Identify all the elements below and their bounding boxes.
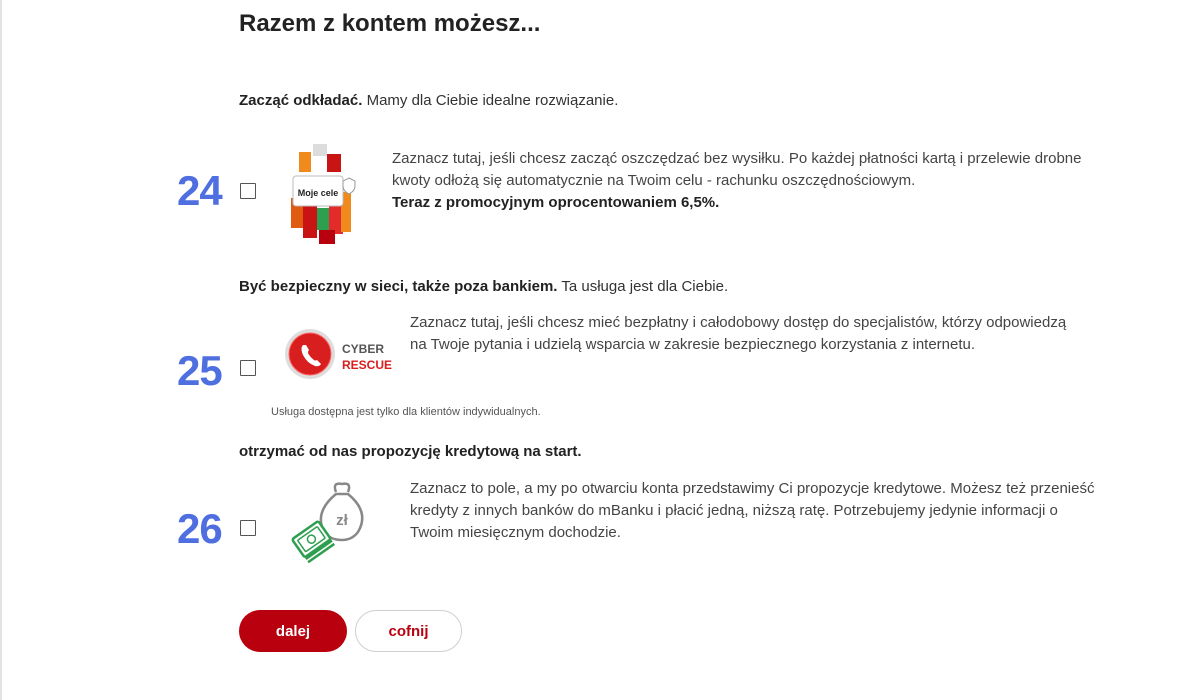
cyber-rescue-illustration [284,322,393,393]
savings-goals-illustration [283,138,367,251]
offer-26-heading-bold: otrzymać od nas propozycję kredytową na start. [239,443,582,460]
left-border [0,0,2,700]
offer-26-heading [239,443,582,460]
next-button[interactable]: dalej [239,610,347,652]
offer-25-number: 25 [177,347,222,394]
zloty-label: zł [336,512,348,529]
cyber-rescue-phone-icon [284,322,393,388]
offer-24-heading-bold: Zacząć odkładać. [239,92,363,109]
offer-24-description-text: Zaznacz tutaj, jeśli chcesz zacząć oszczędzać bez wysiłku. Po każdej płatności kartą i przelewie drobne kwoty odłożą się automatycznie na Twoim celu - rachunku oszczędnościowym. [392,150,1082,189]
offer-25-description: Zaznacz tutaj, jeśli chcesz mieć bezpłatny i całodobowy dostęp do specjalistów, którzy odpowiedzą na Twoje pytania i udzielą wsparcia w zakresie bezpiecznego korzystania z internetu. [410,314,1067,353]
offer-25-heading-rest: Ta usługa jest dla Ciebie. [557,278,729,295]
offer-24-checkbox[interactable] [240,183,256,199]
offer-25-heading-bold: Być bezpieczny w sieci, także poza bankiem. [239,278,558,295]
money-bag-illustration [290,478,370,567]
offer-25-heading [239,278,728,295]
rescue-label: RESCUE [342,358,393,372]
offer-25-checkbox[interactable] [240,360,256,376]
offer-25-note: Usługa dostępna jest tylko dla klientów indywidualnych. [271,406,541,418]
savings-goals-icon [283,138,367,246]
offer-26-checkbox[interactable] [240,520,256,536]
savings-goals-label: Moje cele [297,188,339,198]
offer-24-heading-rest: Mamy dla Ciebie idealne rozwiązanie. [362,92,619,109]
offer-26-description: Zaznacz to pole, a my po otwarciu konta przedstawimy Ci propozycje kredytowe. Możesz też przenieść kredyty z innych banków do mBanku i płacić jedną, niższą ratę. Potrzebujemy jedynie informacji o Twoim miesięcznym dochodzie. [410,480,1095,541]
money-bag-cash-icon [290,478,370,562]
offer-24-promo: Teraz z promocyjnym oprocentowaniem 6,5%. [392,194,720,211]
offer-26-number: 26 [177,505,222,552]
cyber-label: CYBER [342,342,385,356]
offer-24-description [392,148,1082,214]
page-title: Razem z kontem możesz... [239,10,541,37]
offer-24-number: 24 [177,167,222,214]
back-button[interactable]: cofnij [355,610,462,652]
offer-24-heading [239,92,618,109]
